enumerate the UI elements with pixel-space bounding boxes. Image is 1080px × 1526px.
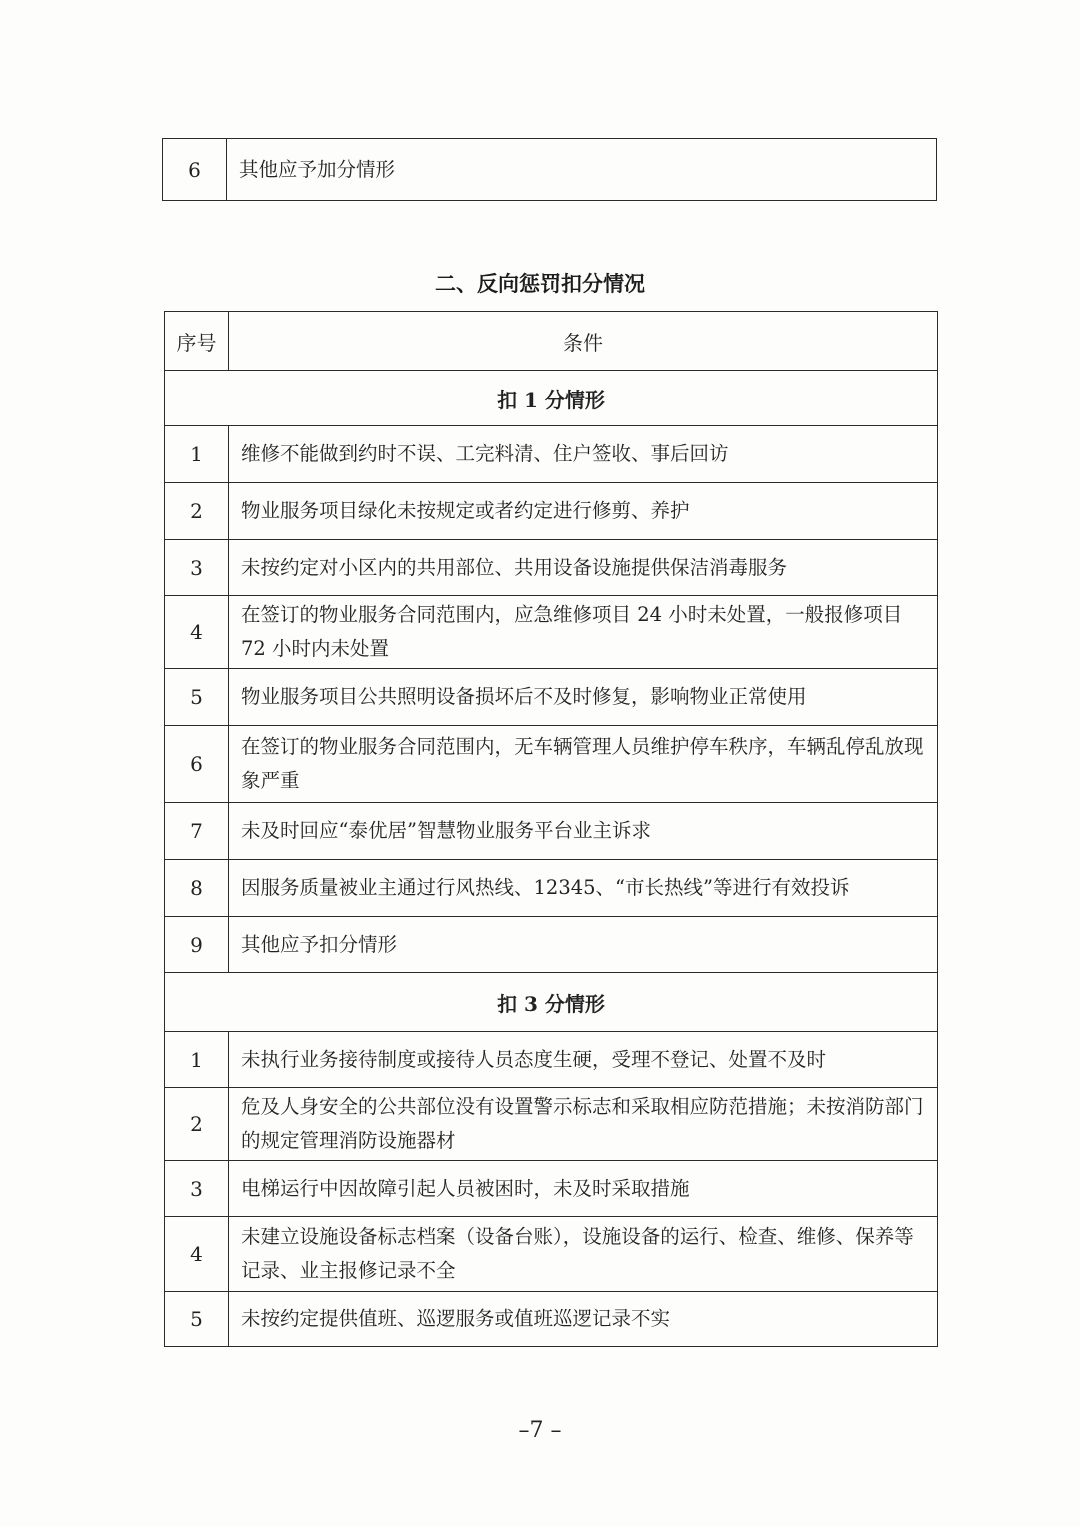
row-number: 6: [165, 726, 229, 803]
group-title: 扣 1 分情形: [165, 371, 938, 426]
table-row: [165, 1217, 938, 1292]
page-number: –7 –: [518, 1418, 562, 1443]
row-condition: 维修不能做到约时不误、工完料清、住户签收、事后回访: [229, 426, 938, 483]
table-row: [165, 803, 938, 860]
row-condition: 物业服务项目绿化未按规定或者约定进行修剪、养护: [229, 483, 938, 540]
row-condition: 因服务质量被业主通过行风热线、12345、“市长热线”等进行有效投诉: [229, 860, 938, 917]
table-row: [165, 1292, 938, 1347]
row-condition: 未及时回应“泰优居”智慧物业服务平台业主诉求: [229, 803, 938, 860]
row-condition: 电梯运行中因故障引起人员被困时，未及时采取措施: [229, 1161, 938, 1217]
row-number: 2: [165, 1088, 229, 1161]
section-title: 二、反向惩罚扣分情况: [435, 272, 645, 296]
row-number: 3: [165, 1161, 229, 1217]
row-condition: 在签订的物业服务合同范围内，应急维修项目 24 小时未处置，一般报修项目 72 小时内未处置: [229, 596, 938, 669]
bonus-table-continued: [162, 138, 937, 201]
row-number: 7: [165, 803, 229, 860]
row-condition: 未执行业务接待制度或接待人员态度生硬，受理不登记、处置不及时: [229, 1032, 938, 1088]
group-header-row: [165, 371, 938, 426]
row-condition: 未按约定对小区内的共用部位、共用设备设施提供保洁消毒服务: [229, 540, 938, 596]
row-number: 1: [165, 426, 229, 483]
row-condition: 在签订的物业服务合同范围内，无车辆管理人员维护停车秩序，车辆乱停乱放现象严重: [229, 726, 938, 803]
row-number: 8: [165, 860, 229, 917]
row-number: 2: [165, 483, 229, 540]
row-condition: 其他应予加分情形: [227, 139, 937, 201]
table-header-row: [165, 312, 938, 371]
header-condition: 条件: [229, 312, 938, 371]
row-number: 1: [165, 1032, 229, 1088]
row-condition: 物业服务项目公共照明设备损坏后不及时修复，影响物业正常使用: [229, 669, 938, 726]
row-condition: 未建立设施设备标志档案（设备台账），设施设备的运行、检查、维修、保养等记录、业主报修记录不全: [229, 1217, 938, 1292]
row-number: 5: [165, 1292, 229, 1347]
row-number: 4: [165, 1217, 229, 1292]
penalty-table: [164, 311, 938, 1347]
group-title: 扣 3 分情形: [165, 973, 938, 1032]
table-row: [165, 426, 938, 483]
row-condition: 危及人身安全的公共部位没有设置警示标志和采取相应防范措施；未按消防部门的规定管理消防设施器材: [229, 1088, 938, 1161]
table-row: [165, 483, 938, 540]
table-row: [165, 596, 938, 669]
row-number: 6: [163, 139, 227, 201]
table-row: [165, 917, 938, 973]
header-number: 序号: [165, 312, 229, 371]
table-row: [163, 139, 937, 201]
table-row: [165, 860, 938, 917]
row-number: 5: [165, 669, 229, 726]
table-row: [165, 726, 938, 803]
table-row: [165, 1032, 938, 1088]
table-row: [165, 1088, 938, 1161]
row-number: 9: [165, 917, 229, 973]
row-condition: 未按约定提供值班、巡逻服务或值班巡逻记录不实: [229, 1292, 938, 1347]
row-number: 3: [165, 540, 229, 596]
row-condition: 其他应予扣分情形: [229, 917, 938, 973]
table-row: [165, 669, 938, 726]
table-row: [165, 540, 938, 596]
row-number: 4: [165, 596, 229, 669]
table-row: [165, 1161, 938, 1217]
group-header-row: [165, 973, 938, 1032]
